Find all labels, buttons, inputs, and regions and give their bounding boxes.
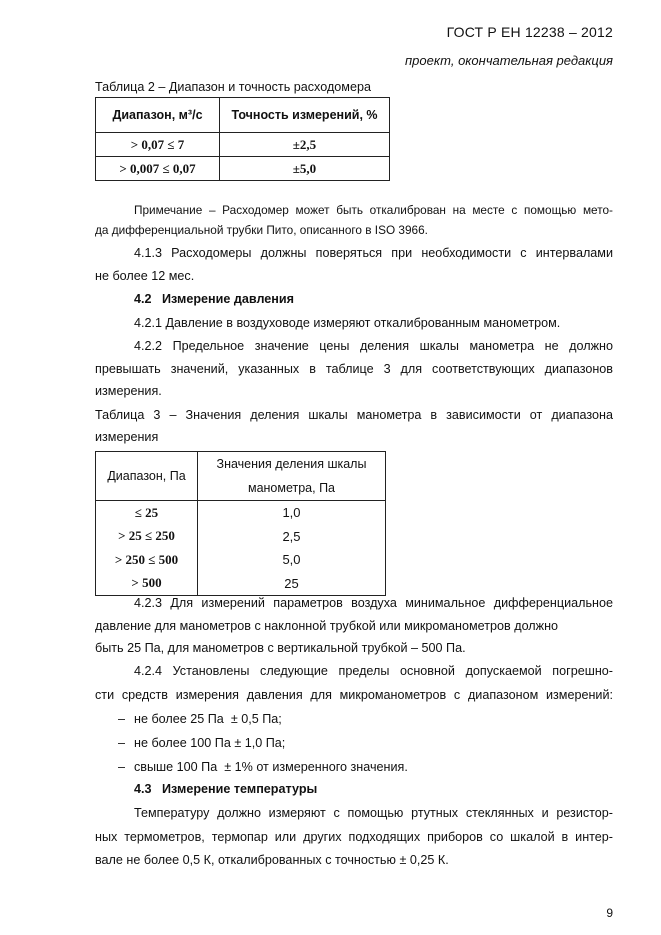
list-item: не более 100 Па ± 1,0 Па; bbox=[134, 736, 286, 750]
table2-cell-accuracy: ±5,0 bbox=[220, 157, 390, 181]
clause-4-2-4-line-2: сти средств измерения давления для микроманометров с диапазоном измерений: bbox=[95, 688, 613, 702]
clause-4-2-3-line-2: давление для манометров с наклонной трубкой или микроманометров должно bbox=[95, 619, 559, 633]
clause-4-2-3-line-3: быть 25 Па, для манометров с вертикальной трубкой – 500 Па. bbox=[95, 641, 466, 655]
table2-header-row bbox=[96, 98, 390, 133]
list-item: свыше 100 Па ± 1% от измеренного значения. bbox=[134, 760, 408, 774]
page-number: 9 bbox=[606, 906, 613, 920]
clause-4-1-3-line-2: не более 12 мес. bbox=[95, 269, 195, 283]
table3-cell-division: 1,0 bbox=[282, 505, 301, 521]
table3-header-division-line-1: Значения деления шкалы bbox=[216, 457, 367, 471]
list-bullet: – bbox=[118, 736, 126, 750]
table3-cell-division: 25 bbox=[284, 575, 299, 591]
clause-4-2-2-line-3: измерения. bbox=[95, 384, 162, 398]
table-row bbox=[96, 548, 386, 572]
table2-caption: Таблица 2 – Диапазон и точность расходомера bbox=[95, 80, 371, 94]
table3-header-division-line-2: манометра, Па bbox=[247, 481, 336, 495]
clause-4-1-3-line-1: 4.1.3 Расходомеры должны поверяться при необходимости с интервалами bbox=[134, 246, 613, 260]
table3 bbox=[95, 451, 386, 596]
table3-header-division bbox=[198, 452, 386, 501]
note-line-2: да дифференциальной трубки Пито, описанного в ISO 3966. bbox=[95, 223, 428, 237]
table2-cell-range: > 0,07 ≤ 7 bbox=[96, 133, 220, 157]
standard-designation: ГОСТ Р ЕН 12238 – 2012 bbox=[446, 24, 613, 40]
table2 bbox=[95, 97, 390, 181]
table3-caption-line-2: измерения bbox=[95, 430, 159, 444]
section-4-3-heading: 4.3 Измерение температуры bbox=[134, 782, 318, 796]
clause-4-2-4-line-1: 4.2.4 Установлены следующие пределы основной допускаемой погрешно- bbox=[134, 664, 613, 678]
table2-cell-accuracy: ±2,5 bbox=[220, 133, 390, 157]
note-line-1: Примечание – Расходомер может быть откалиброван на месте с помощью мето- bbox=[134, 203, 613, 217]
table2-header-range: Диапазон, м³/с bbox=[96, 98, 220, 133]
list-item: не более 25 Па ± 0,5 Па; bbox=[134, 712, 282, 726]
table-row bbox=[96, 133, 390, 157]
table2-cell-range: > 0,007 ≤ 0,07 bbox=[96, 157, 220, 181]
table3-header-range: Диапазон, Па bbox=[96, 452, 198, 501]
temperature-line-3: вале не более 0,5 К, откалиброванных с точностью ± 0,25 К. bbox=[95, 853, 449, 867]
table3-cell-division: 2,5 bbox=[282, 528, 301, 544]
table3-cell-range: > 500 bbox=[96, 572, 198, 596]
clause-4-2-3-line-1: 4.2.3 Для измерений параметров воздуха минимальное дифференциальное bbox=[134, 596, 613, 610]
table3-header-row bbox=[96, 452, 386, 501]
temperature-line-1: Температуру должно измеряют с помощью ртутных стеклянных и резистор- bbox=[134, 806, 613, 820]
table3-cell-range: > 25 ≤ 250 bbox=[96, 525, 198, 549]
clause-4-2-2-line-1: 4.2.2 Предельное значение цены деления шкалы манометра не должно bbox=[134, 339, 613, 353]
list-bullet: – bbox=[118, 760, 126, 774]
table3-cell-division: 5,0 bbox=[282, 552, 301, 568]
table-row bbox=[96, 501, 386, 525]
table3-caption-line-1: Таблица 3 – Значения деления шкалы манометра в зависимости от диапазона bbox=[95, 408, 613, 422]
temperature-line-2: ных термометров, термопар или других подходящих приборов со шкалой в интер- bbox=[95, 830, 613, 844]
table-row bbox=[96, 157, 390, 181]
clause-4-2-2-line-2: превышать значений, указанных в таблице 3 для соответствующих диапазонов bbox=[95, 362, 613, 376]
table3-cell-range: > 250 ≤ 500 bbox=[96, 548, 198, 572]
draft-status: проект, окончательная редакция bbox=[405, 53, 613, 68]
section-4-2-heading: 4.2 Измерение давления bbox=[134, 292, 294, 306]
list-bullet: – bbox=[118, 712, 126, 726]
clause-4-2-1: 4.2.1 Давление в воздуховоде измеряют откалиброванным манометром. bbox=[134, 316, 561, 330]
table2-header-accuracy: Точность измерений, % bbox=[220, 98, 390, 133]
table3-cell-range: ≤ 25 bbox=[96, 501, 198, 525]
table-row bbox=[96, 525, 386, 549]
